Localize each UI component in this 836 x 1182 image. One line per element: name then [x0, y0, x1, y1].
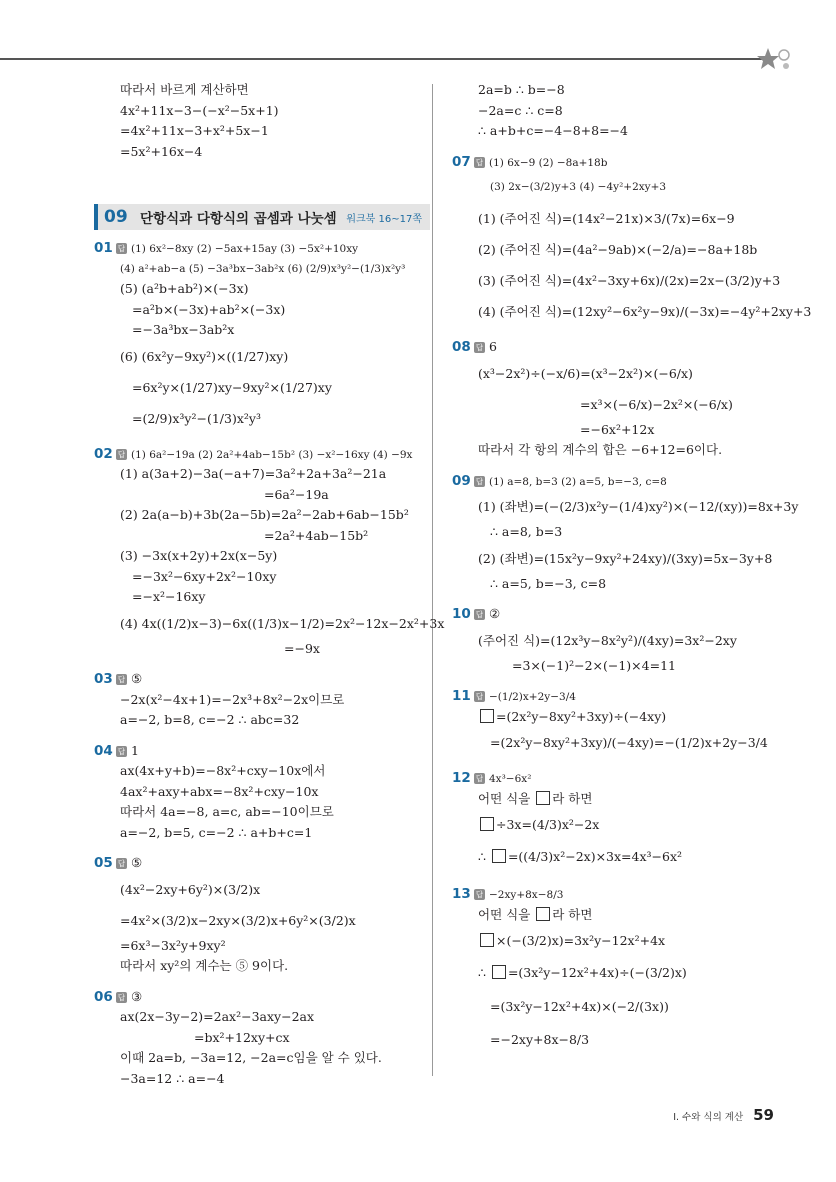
answer-badge: 답	[475, 476, 484, 486]
math-line: =−3x²−6xy+2x²−10xy	[132, 568, 277, 584]
problem-01	[94, 238, 420, 434]
answer-badge: 답	[117, 992, 126, 1002]
problem-08	[452, 337, 786, 461]
math-line: (1) (좌변)=(−(2/3)x²y−(1/4)xy²)×(−12/(xy))=8x+3y	[478, 499, 799, 514]
problem-13	[452, 884, 786, 1055]
answer-text: (1) 6x−9 (2) −8a+18b	[489, 156, 608, 169]
problem-number: 06	[94, 988, 113, 1005]
problem-05	[94, 853, 420, 977]
math-line: =3×(−1)²−2×(−1)×4=11	[512, 657, 676, 673]
blank-box	[480, 709, 494, 723]
math-line: =x³×(−6/x)−2x²×(−6/x)	[580, 396, 733, 412]
math-line: −2x(x²−4x+1)=−2x³+8x²−2x이므로	[120, 691, 345, 707]
text-line: 어떤 식을	[478, 790, 535, 806]
math-line: =((4/3)x²−2x)×3x=4x³−6x²	[507, 849, 683, 864]
math-line: ×(−(3/2)x)=3x²y−12x²+4x	[496, 933, 666, 948]
math-line: ∴	[478, 849, 490, 864]
math-line: (4) 4x((1/2)x−3)−6x((1/3)x−1/2)=2x²−12x−2x²+3x	[120, 615, 445, 631]
problem-number: 11	[452, 688, 471, 704]
text-line: 따라서 xy²의 계수는 ⑤ 9이다.	[120, 958, 289, 973]
math-line: =4x²+11x−3+x²+5x−1	[120, 123, 269, 138]
column-divider	[432, 84, 433, 1076]
problem-02	[94, 444, 445, 660]
math-line: =6x³−3x²y+9xy²	[120, 937, 226, 953]
answer-badge: 답	[117, 449, 126, 459]
text-line: 따라서 각 항의 계수의 합은 −6+12=6이다.	[478, 442, 723, 457]
math-line: =(2x²y−8xy²+3xy)/(−4xy)=−(1/2)x+2y−3/4	[490, 735, 768, 750]
blank-box	[536, 907, 550, 921]
text-line: 라 하면	[552, 906, 593, 922]
answer-text: ②	[489, 606, 501, 621]
math-line: ax(2x−3y−2)=2ax²−3axy−2ax	[120, 1009, 315, 1024]
math-line: 4x²+11x−3−(−x²−5x+1)	[120, 102, 279, 118]
math-line: =6x²y×(1/27)xy−9xy²×(1/27)xy	[132, 379, 332, 395]
math-line: =−9x	[284, 640, 320, 656]
answer-text: (3) 2x−(3/2)y+3 (4) −4y²+2xy+3	[490, 181, 667, 193]
problem-number: 10	[452, 606, 471, 622]
math-line: ∴	[478, 965, 490, 980]
math-line: ax(4x+y+b)=−8x²+cxy−10x에서	[120, 763, 326, 778]
problem-number: 09	[452, 472, 471, 489]
math-line: (x³−2x²)÷(−x/6)=(x³−2x²)×(−6/x)	[478, 365, 693, 381]
math-line: (주어진 식)=(12x³y−8x²y²)/(4xy)=3x²−2xy	[478, 632, 737, 648]
answer-text: −(1/2)x+2y−3/4	[489, 691, 576, 703]
problem-03	[94, 669, 420, 731]
page-footer	[673, 1106, 774, 1124]
answer-badge: 답	[475, 692, 484, 701]
math-line: −2a=c ∴ c=8	[478, 102, 563, 118]
problem-number: 04	[94, 742, 113, 759]
answer-badge: 답	[475, 610, 484, 619]
answer-text: ⑤	[131, 855, 143, 870]
problem-number: 01	[94, 240, 113, 256]
section-title: 단항식과 다항식의 곱셈과 나눗셈	[140, 211, 337, 227]
math-line: ∴ a+b+c=−4−8+8=−4	[478, 123, 628, 138]
blank-box	[480, 817, 494, 831]
problem-number: 08	[452, 339, 471, 355]
math-line: =−2xy+8x−8/3	[490, 1032, 590, 1047]
answer-badge: 답	[475, 774, 484, 783]
blank-box	[492, 965, 506, 979]
blank-box	[536, 791, 550, 805]
math-line: ÷3x=(4/3)x²−2x	[496, 817, 600, 832]
intro-block	[94, 80, 420, 162]
answer-badge: 답	[475, 343, 484, 352]
answer-badge: 답	[117, 675, 126, 684]
math-line: a=−2, b=5, c=−2 ∴ a+b+c=1	[120, 824, 313, 840]
blank-box	[492, 849, 506, 863]
answer-text: 6	[489, 339, 497, 354]
math-line: (2) (좌변)=(15x²y−9xy²+24xy)/(3xy)=5x−3y+8	[478, 550, 773, 566]
problem-12	[452, 768, 786, 874]
header-rule	[0, 58, 770, 60]
answer-badge: 답	[475, 890, 484, 899]
answer-badge: 답	[117, 746, 126, 756]
text-line: 라 하면	[552, 790, 593, 806]
math-line: =−x²−16xy	[132, 589, 206, 604]
problem-number: 03	[94, 671, 113, 687]
text-line: 어떤 식을	[478, 906, 535, 922]
problem-04	[94, 741, 420, 844]
page-number: 59	[753, 1106, 774, 1124]
text-line: 따라서 바르게 계산하면	[120, 82, 249, 97]
math-line: =(2/9)x³y²−(1/3)x²y³	[132, 410, 261, 426]
left-column	[94, 80, 445, 1089]
problem-number: 12	[452, 770, 471, 786]
answer-text: (1) 6x²−8xy (2) −5ax+15ay (3) −5x²+10xy	[131, 243, 359, 255]
problem-11	[452, 686, 786, 758]
answer-badge: 답	[117, 859, 126, 868]
answer-badge: 답	[475, 157, 484, 167]
problem-number: 05	[94, 855, 113, 871]
workbook-ref: 워크북 16~17쪽	[346, 213, 422, 225]
math-line: (5) (a²b+ab²)×(−3x)	[120, 281, 249, 296]
math-line: a=−2, b=8, c=−2 ∴ abc=32	[120, 712, 300, 727]
blank-box	[480, 933, 494, 947]
answer-text: 4x³−6x²	[489, 773, 532, 785]
problem-number: 13	[452, 886, 471, 902]
math-line: =a²b×(−3x)+ab²×(−3x)	[132, 301, 286, 317]
math-line: =(3x²y−12x²+4x)÷(−(3/2)x)	[507, 965, 687, 980]
problem-number: 07	[452, 153, 471, 170]
math-line: (1) (주어진 식)=(14x²−21x)×3/(7x)=6x−9	[478, 211, 735, 226]
math-line: =(2x²y−8xy²+3xy)÷(−4xy)	[496, 708, 667, 724]
math-line: (4x²−2xy+6y²)×(3/2)x	[120, 881, 261, 897]
math-line: 2a=b ∴ b=−8	[478, 82, 565, 97]
star-icon	[756, 46, 792, 74]
math-line: =−6x²+12x	[580, 421, 655, 437]
math-line: (6) (6x²y−9xy²)×((1/27)xy)	[120, 348, 289, 364]
problem-06	[94, 987, 420, 1090]
section-number: 09	[104, 207, 128, 227]
right-column	[452, 80, 812, 1055]
answer-text: ⑤	[131, 671, 143, 686]
math-line: ∴ a=8, b=3	[490, 524, 563, 539]
answer-text: (1) 6a²−19a (2) 2a²+4ab−15b² (3) −x²−16xy (4) −9x	[131, 448, 413, 461]
problem-07	[452, 152, 812, 328]
math-line: =4x²×(3/2)x−2xy×(3/2)x+6y²×(3/2)x	[120, 912, 356, 928]
problem-number: 02	[94, 445, 113, 462]
math-line: =6a²−19a	[264, 486, 329, 502]
text-line: 따라서 4a=−8, a=c, ab=−10이므로	[120, 804, 334, 819]
math-line: (1) a(3a+2)−3a(−a+7)=3a²+2a+3a²−21a	[120, 466, 387, 481]
math-line: =−3a³bx−3ab²x	[132, 322, 235, 337]
math-line: −3a=12 ∴ a=−4	[120, 1070, 225, 1086]
text-line: 이때 2a=b, −3a=12, −2a=c임을 알 수 있다.	[120, 1050, 382, 1065]
math-line: =bx²+12xy+cx	[194, 1029, 290, 1045]
answer-text: −2xy+8x−8/3	[489, 889, 564, 901]
math-line: ∴ a=5, b=−3, c=8	[490, 575, 607, 591]
math-line: (3) (주어진 식)=(4x²−3xy+6x)/(2x)=2x−(3/2)y+3	[478, 273, 781, 288]
math-line: 4ax²+axy+abx=−8x²+cxy−10x	[120, 783, 319, 799]
answer-text: 1	[131, 742, 139, 758]
problem-10	[452, 604, 786, 676]
answer-badge: 답	[117, 244, 126, 253]
answer-text: (1) a=8, b=3 (2) a=5, b=−3, c=8	[489, 475, 667, 488]
math-line: =5x²+16x−4	[120, 143, 203, 159]
math-line: =(3x²y−12x²+4x)×(−2/(3x))	[490, 999, 669, 1014]
problem-09	[452, 471, 799, 595]
math-line: (3) −3x(x+2y)+2x(x−5y)	[120, 548, 278, 563]
answer-text: (4) a²+ab−a (5) −3a³bx−3ab²x (6) (2/9)x³y²−(1/3)x²y³	[120, 262, 406, 275]
answer-text: ③	[131, 988, 143, 1004]
math-line: =2a²+4ab−15b²	[264, 527, 369, 543]
continued-block	[452, 80, 786, 142]
math-line: (2) (주어진 식)=(4a²−9ab)×(−2/a)=−8a+18b	[478, 242, 758, 257]
math-line: (2) 2a(a−b)+3b(2a−5b)=2a²−2ab+6ab−15b²	[120, 507, 409, 522]
section-header	[94, 204, 430, 230]
chapter-label: Ⅰ. 수와 식의 계산	[673, 1112, 744, 1123]
math-line: (4) (주어진 식)=(12xy²−6x²y−9x)/(−3x)=−4y²+2xy+3	[478, 304, 812, 319]
